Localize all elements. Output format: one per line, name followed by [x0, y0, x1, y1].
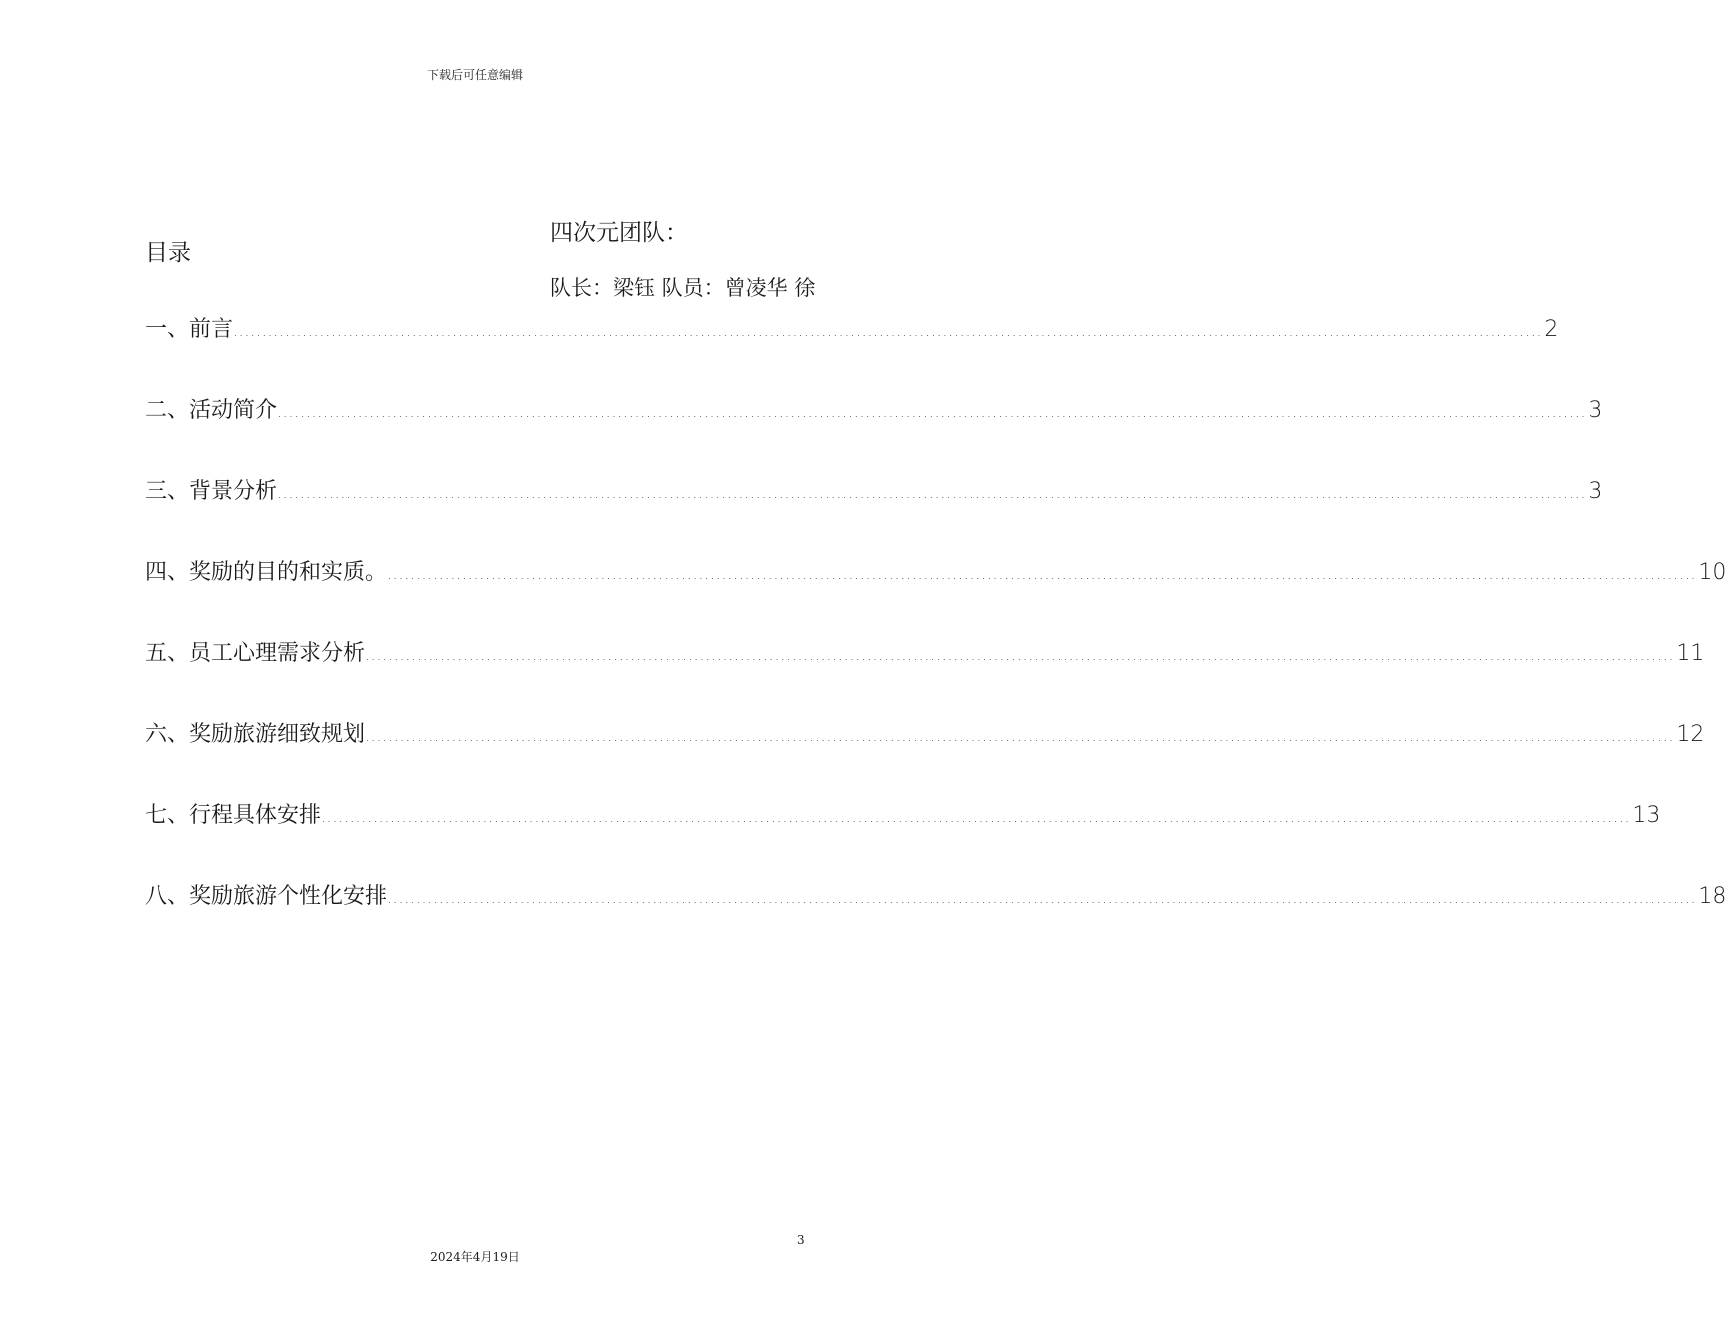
- team-title: 四次元团队：: [550, 220, 688, 246]
- toc-entry-page: 3: [1588, 479, 1603, 504]
- toc-leader-dots: [321, 801, 1630, 833]
- toc-entry-page: 11: [1676, 641, 1705, 666]
- team-info-box: [550, 214, 882, 300]
- toc-entry[interactable]: [145, 800, 1661, 881]
- table-of-contents: [145, 314, 1726, 962]
- toc-entry-number: 六、: [145, 722, 190, 747]
- toc-entry-label: 活动简介: [189, 398, 278, 423]
- toc-leader-dots: [277, 477, 1586, 509]
- toc-entry-page: 18: [1698, 884, 1726, 909]
- toc-entry-number: 三、: [145, 479, 190, 504]
- toc-entry-number: 四、: [145, 560, 190, 585]
- toc-entry-page: 2: [1544, 317, 1559, 342]
- toc-leader-dots: [387, 558, 1696, 590]
- footer-date: 2024年4月19日: [430, 1250, 520, 1264]
- page-number: 3: [797, 1233, 805, 1247]
- toc-leader-dots: [365, 720, 1674, 752]
- toc-entry[interactable]: [145, 395, 1603, 476]
- toc-entry[interactable]: [145, 719, 1705, 800]
- toc-entry-page: 12: [1676, 722, 1705, 747]
- toc-entry-label: 员工心理需求分析: [189, 641, 366, 666]
- toc-leader-dots: [365, 639, 1674, 671]
- toc-title: 目录: [145, 240, 191, 266]
- toc-entry[interactable]: [145, 638, 1705, 719]
- toc-entry-label: 奖励的目的和实质。: [189, 560, 388, 585]
- toc-entry[interactable]: [145, 557, 1726, 638]
- toc-entry-page: 10: [1698, 560, 1726, 585]
- toc-entry-number: 七、: [145, 803, 190, 828]
- toc-entry-number: 五、: [145, 641, 190, 666]
- toc-leader-dots: [277, 396, 1586, 428]
- team-members: 队长：梁钰 队员：曾凌华 徐: [550, 276, 816, 300]
- toc-leader-dots: [233, 315, 1542, 347]
- toc-entry[interactable]: [145, 476, 1603, 557]
- page-header: 下载后可任意编辑: [426, 68, 523, 82]
- toc-entry-number: 二、: [145, 398, 190, 423]
- toc-entry-number: 一、: [145, 317, 190, 342]
- toc-entry-page: 3: [1588, 398, 1603, 423]
- toc-entry-label: 行程具体安排: [189, 803, 322, 828]
- toc-entry-label: 奖励旅游个性化安排: [189, 884, 388, 909]
- toc-leader-dots: [387, 882, 1696, 914]
- toc-entry-label: 背景分析: [189, 479, 278, 504]
- toc-entry-label: 前言: [189, 317, 234, 342]
- toc-entry-label: 奖励旅游细致规划: [189, 722, 366, 747]
- toc-entry[interactable]: [145, 314, 1559, 395]
- toc-entry-number: 八、: [145, 884, 190, 909]
- toc-entry[interactable]: [145, 881, 1726, 962]
- toc-entry-page: 13: [1632, 803, 1661, 828]
